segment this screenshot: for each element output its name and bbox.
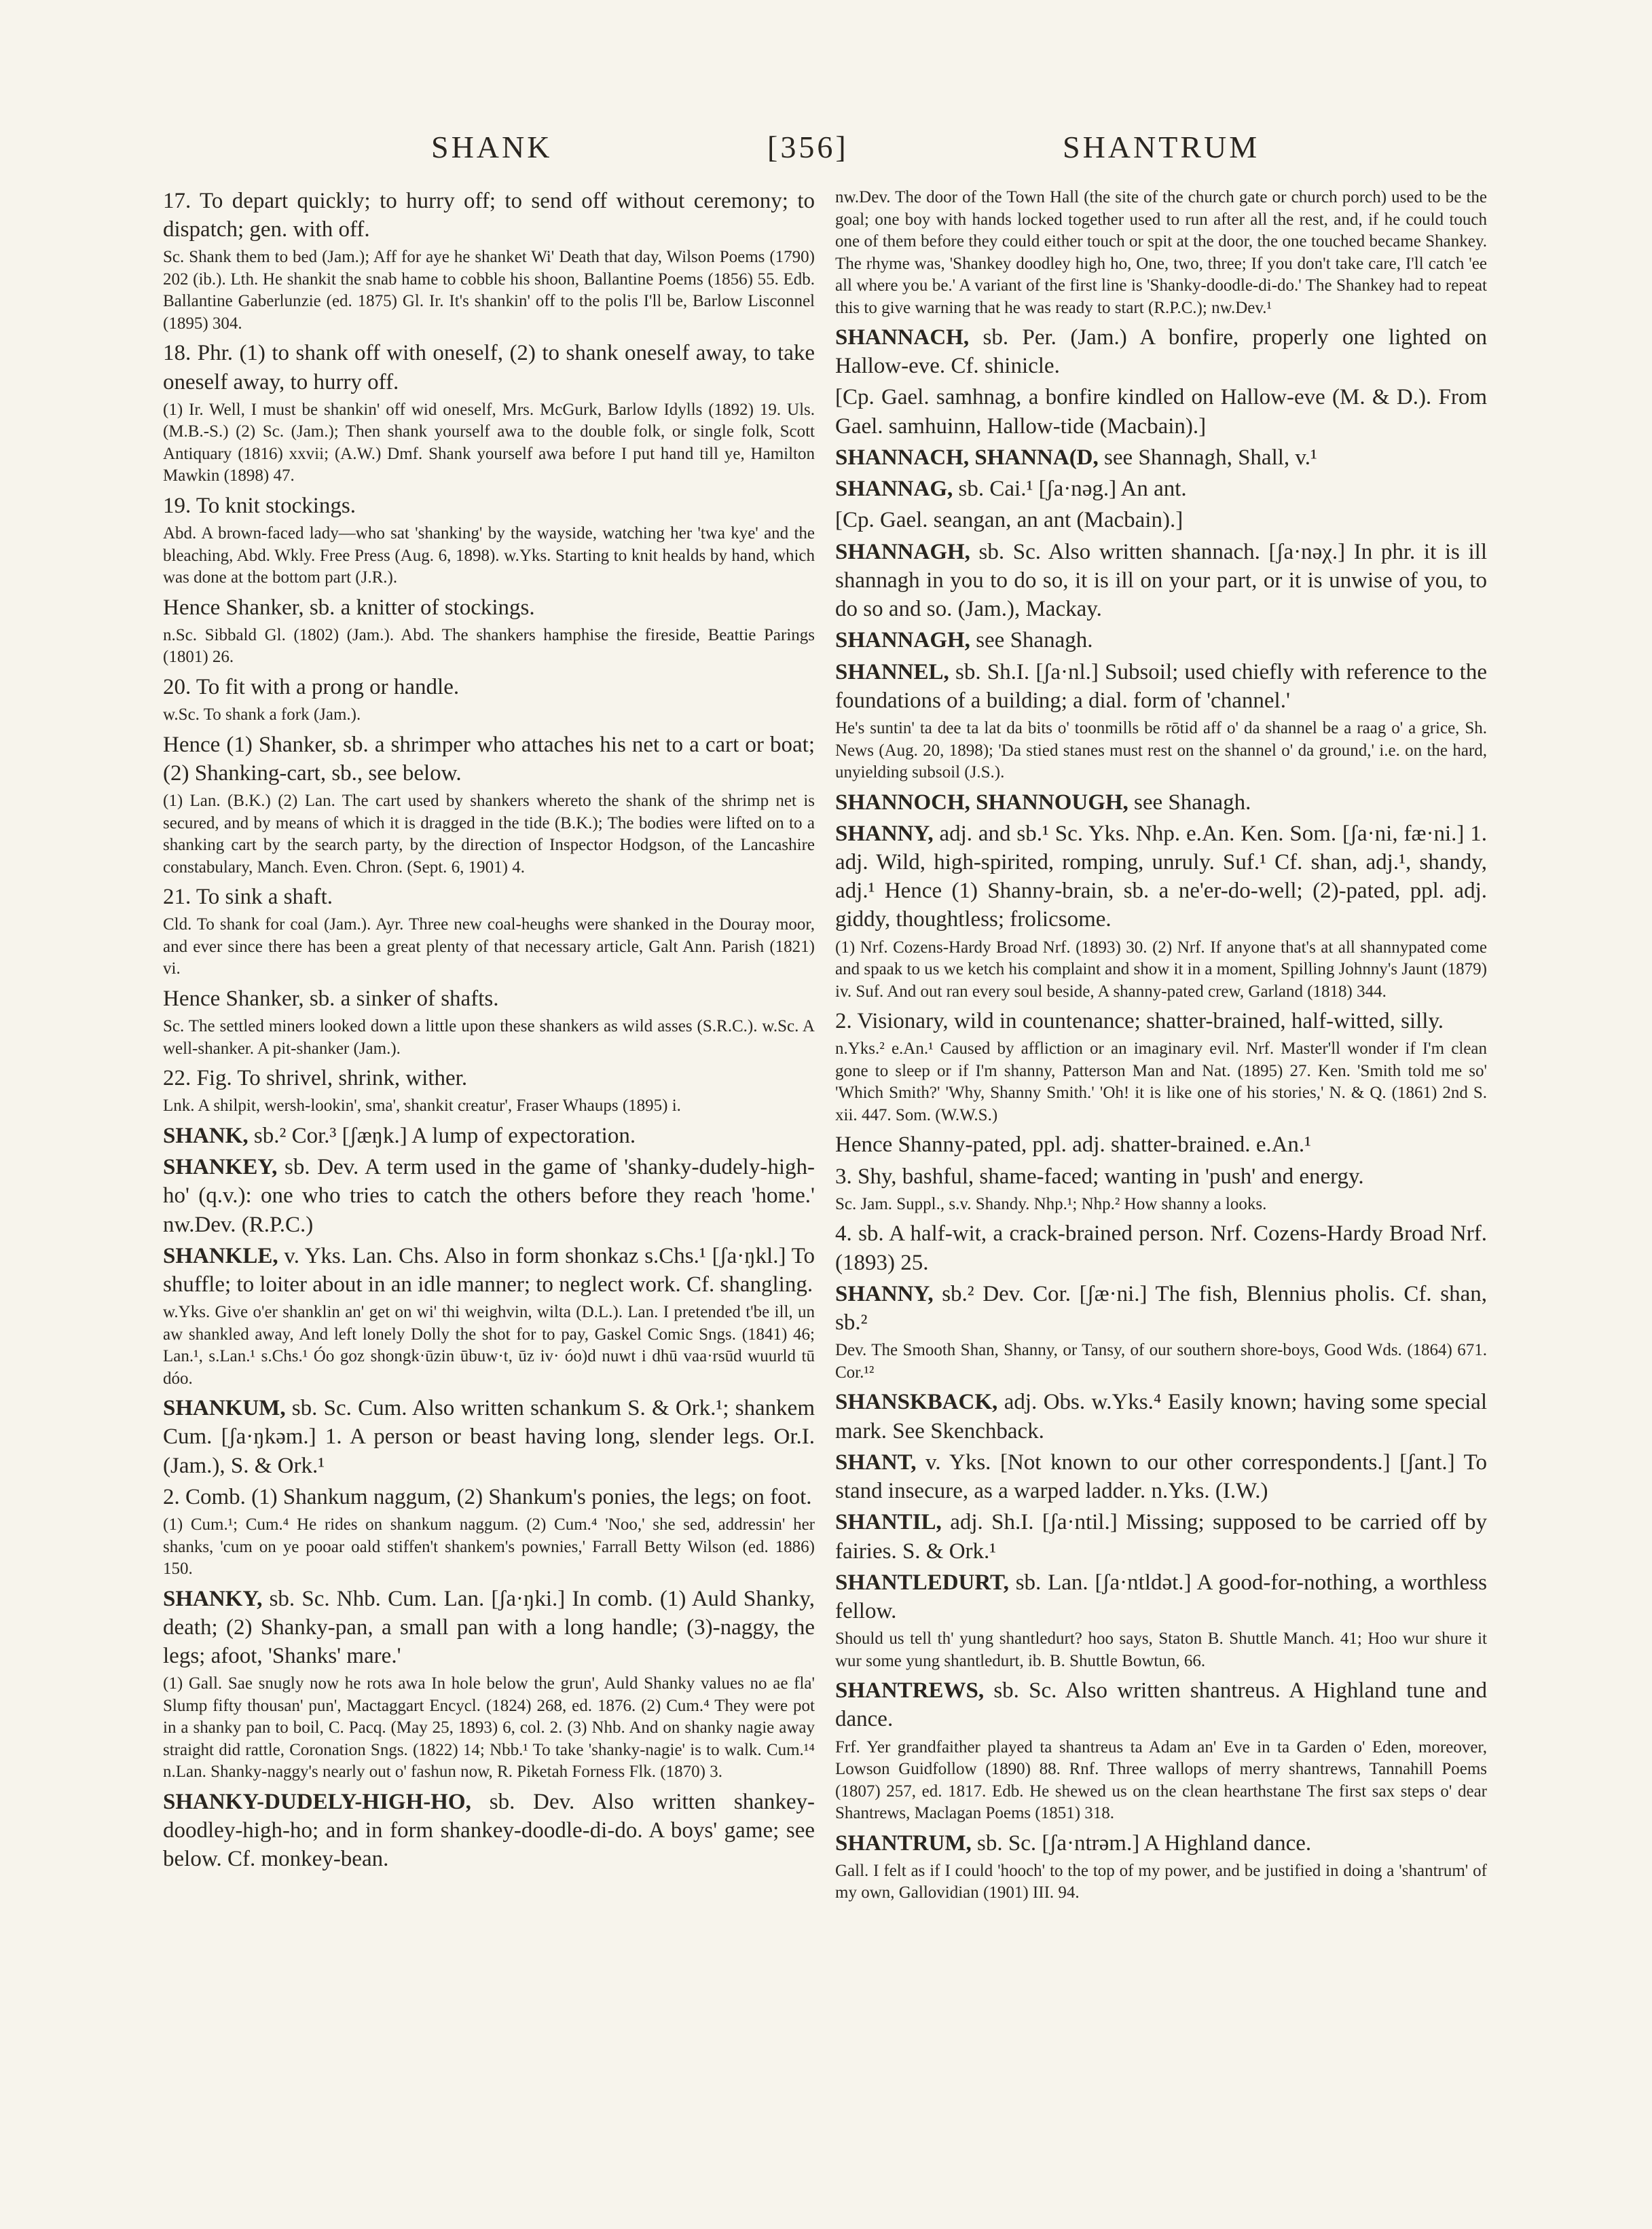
entry-text: sb. Sc. Also written shannach. [ʃa·nəχ.] In phr. it is ill shannagh in you to do so, it is ill on your part, or it is unwise of you, to do so and so. (Jam.), Mackay. [835,539,1487,622]
entry-text: Cld. To shank for coal (Jam.). Ayr. Three new coal-heughs were shanked in the Douray moor, and ever since there has been a great plenty of that necessary article, Galt Ann. Parish (1821) vi. [163,915,815,978]
headword: SHANKEY, [163,1155,278,1180]
entry-text: sb. Dev. A term used in the game of 'shanky-dudely-high-ho' (q.v.): one who tries to catch the others before they reach 'home.' nw.Dev. (R.P.C.) [163,1155,815,1237]
citation-paragraph [163,1514,815,1581]
entry-paragraph [835,1568,1487,1625]
entry-text: Abd. A brown-faced lady—who sat 'shanking' by the wayside, watching her 'twa kye' and the bleaching, Abd. Wkly. Free Press (Aug. 6, 1898). w.Yks. Starting to knit healds by hand, which was done at the bottom part (J.R.). [163,524,815,587]
entry-paragraph [835,1219,1487,1276]
entry-paragraph [835,819,1487,934]
citation-paragraph [835,1038,1487,1126]
header-left-guide-word: SHANK [431,130,553,164]
entry-text: Sc. The settled miners looked down a little upon these shankers as wild asses (S.R.C.). w.Sc. A well-shanker. A pit-shanker (Jam.). [163,1017,815,1058]
citation-paragraph [835,1860,1487,1904]
headword: SHANTLEDURT, [835,1570,1009,1595]
headword: SHANNY, [835,1281,934,1306]
citation-paragraph [835,1194,1487,1216]
entry-paragraph [835,1280,1487,1337]
entry-text: sb. Sh.I. [ʃa·nl.] Subsoil; used chiefly with reference to the foundations of a building; a dial. form of 'channel.' [835,659,1487,713]
citation-paragraph [163,914,815,980]
entry-paragraph [835,1162,1487,1191]
entry-text: (1) Ir. Well, I must be shankin' off wid oneself, Mrs. McGurk, Barlow Idylls (1892) 19. Uls. (M.B.-S.) (2) Sc. (Jam.); Then shank yourself awa to the double folk, or single folk, Scott Antiquary (1816) xxvii; (A.W.) Dmf. Shank yourself awa before I put hand till ye, Hamilton Mawkin (1898) 47. [163,400,815,485]
entry-text: v. Yks. Lan. Chs. Also in form shonkaz s.Chs.¹ [ʃa·ŋkl.] To shuffle; to loiter about in an idle manner; to neglect work. Cf. shangling. [163,1243,815,1297]
entry-paragraph [163,673,815,701]
entry-text: sb. Dev. Also written shankey-doodley-high-ho; and in form shankey-doodle-di-do. A boys' game; see below. Cf. monkey-bean. [163,1789,815,1872]
entry-text: sb. Lan. [ʃa·ntldət.] A good-for-nothing, a worthless fellow. [835,1570,1487,1623]
entry-text: 20. To fit with a prong or handle. [163,674,460,699]
header-right-guide-word: SHANTRUM [1063,130,1260,164]
entry-paragraph [163,187,815,244]
entry-text: Hence (1) Shanker, sb. a shrimper who attaches his net to a cart or boat; (2) Shanking-cart, sb., see below. [163,732,815,786]
entry-text: Hence Shanny-pated, ppl. adj. shatter-brained. e.An.¹ [835,1132,1312,1158]
citation-paragraph [163,523,815,589]
entry-paragraph [163,1788,815,1874]
entry-paragraph [835,1388,1487,1445]
entry-text: Gall. I felt as if I could 'hooch' to the top of my power, and be justified in doing a 'shantrum' of my own, Gallovidian (1901) III. 94. [835,1861,1487,1902]
page-number: [356] [767,130,849,164]
entry-text: sb.² Dev. Cor. [ʃæ·ni.] The fish, Blennius pholis. Cf. shan, sb.² [835,1281,1487,1335]
entry-text: sb.² Cor.³ [ʃæŋk.] A lump of expectoration. [248,1123,636,1148]
entry-paragraph [163,731,815,788]
headword: SHANKY-DUDELY-HIGH-HO, [163,1789,471,1814]
entry-text: see Shanagh. [1128,790,1251,815]
entry-text: sb. Sc. Also written shantreus. A Highland tune and dance. [835,1678,1487,1732]
entry-paragraph [835,1829,1487,1858]
entry-text: 17. To depart quickly; to hurry off; to send off without ceremony; to dispatch; gen. with off. [163,189,815,242]
citation-paragraph [163,704,815,726]
headword: SHANKLE, [163,1243,278,1268]
citation-paragraph [163,1302,815,1390]
headword: SHANNACH, SHANNA(D, [835,445,1099,470]
entry-text: n.Sc. Sibbald Gl. (1802) (Jam.). Abd. The shankers hamphise the fireside, Beattie Parings (1801) 26. [163,625,815,667]
entry-paragraph [163,1122,815,1150]
entry-paragraph [835,626,1487,655]
entry-paragraph [835,1007,1487,1035]
entry-text: Should us tell th' yung shantledurt? hoo says, Staton B. Shuttle Manch. 41; Hoo wur shure it wur some yung shantledurt, ib. B. Shuttle Bowtun, 66. [835,1629,1487,1670]
entry-paragraph [163,1153,815,1239]
entry-paragraph [163,339,815,396]
entry-text: 3. Shy, bashful, shame-faced; wanting in 'push' and energy. [835,1164,1364,1189]
citation-paragraph [835,1340,1487,1384]
headword: SHANNOCH, SHANNOUGH, [835,790,1128,815]
entry-paragraph [835,383,1487,440]
headword: SHANK, [163,1123,249,1148]
entry-paragraph [163,492,815,520]
entry-text: Frf. Yer grandfaither played ta shantreus ta Adam an' Eve in ta Garden o' Eden, moreover, Lowson Guidfollow (1890) 88. Rnf. Three wallops of merry shantrews, Tannahill Poems (1807) 257, ed. 1817. Edb. He shewed us on the clean hearthstane The first sax steps o' dear Shantrews, Maclagan Poems (1851) 318. [835,1737,1487,1823]
entry-paragraph [835,443,1487,472]
entry-text: (1) Lan. (B.K.) (2) Lan. The cart used by shankers whereto the shank of the shrimp net is secured, and by means of which it is dragged in the tide (B.K.); The bodies were lifted on to a shanking cart by the search party, by the direction of Inspector Hodgson, of the Lancashire constabulary, Manch. Even. Chron. (Sept. 6, 1901) 4. [163,792,815,877]
entry-paragraph [163,984,815,1013]
entry-text: v. Yks. [Not known to our other correspondents.] [ʃant.] To stand insecure, as a warped ladder. n.Yks. (I.W.) [835,1450,1487,1504]
entry-paragraph [835,658,1487,715]
headword: SHANTREWS, [835,1678,985,1703]
entry-text: He's suntin' ta dee ta lat da bits o' toonmills be rōtid aff o' da shannel be a raag o' a grice, Sh. News (Aug. 20, 1898); 'Da stied stanes must rest on the shannel o' da ground,' i.e. on the hard, unyielding subsoil (J.S.). [835,719,1487,782]
entry-text: adj. Sh.I. [ʃa·ntil.] Missing; supposed to be carried off by fairies. S. & Ork.¹ [835,1510,1487,1564]
entry-text: (1) Cum.¹; Cum.⁴ He rides on shankum naggum. (2) Cum.⁴ 'Noo,' she sed, addressin' her shanks, 'cum on ye pooar oald stiffen't shankem's pownies,' Farrall Betty Wilson (ed. 1886) 150. [163,1515,815,1579]
citation-paragraph [835,187,1487,319]
entry-text: 18. Phr. (1) to shank off with oneself, (2) to shank oneself away, to take oneself away, to hurry off. [163,341,815,394]
entry-paragraph [835,506,1487,534]
entry-paragraph [163,1064,815,1092]
citation-paragraph [163,399,815,487]
headword: SHANNAGH, [835,539,970,564]
entry-paragraph [163,593,815,622]
entry-text: adj. and sb.¹ Sc. Yks. Nhp. e.An. Ken. Som. [ʃa·ni, fæ·ni.] 1. adj. Wild, high-spirited, romping, unruly. Suf.¹ Cf. shan, adj.¹, shandy, adj.¹ Hence (1) Shanny-brain, sb. a ne'er-do-well; (2)-pated, ppl. adj. giddy, thoughtless; frolicsome. [835,821,1487,932]
entry-text: sb. Per. (Jam.) A bonfire, properly one lighted on Hallow-eve. Cf. shinicle. [835,325,1487,379]
entry-text: w.Sc. To shank a fork (Jam.). [163,705,361,724]
entry-text: Sc. Shank them to bed (Jam.); Aff for aye he shanket Wi' Death that day, Wilson Poems (1790) 202 (ib.). Lth. He shankit the snab hame to cobble his shoon, Ballantine Poems (1856) 55. Edb. Ballantine Gaberlunzie (ed. 1875) Gl. Ir. It's shankin' off to the polis I'll be, Barlow Lisconnel (1895) 304. [163,248,815,333]
entry-paragraph [835,1448,1487,1505]
headword: SHANNACH, [835,325,970,350]
entry-text: Sc. Jam. Suppl., s.v. Shandy. Nhp.¹; Nhp.² How shanny a looks. [835,1194,1267,1213]
entry-paragraph [163,883,815,911]
headword: SHANKY, [163,1586,263,1611]
entry-text: nw.Dev. The door of the Town Hall (the site of the church gate or church porch) used to be the goal; one boy with hands locked together used to run after all the rest, and, if he could touch one of them before they could either touch or spit at the door, the one touched became Shankey. The rhyme was, 'Shankey doodley high ho, One, two, three; If you don't take care, I'll catch 'ee all where you be.' A variant of the first line is 'Shanky-doodle-di-do.' The Shankey had to repeat this to give warning that he was ready to start (R.P.C.); nw.Dev.¹ [835,188,1487,317]
headword: SHANTRUM, [835,1830,972,1856]
entry-text: see Shanagh. [970,628,1093,653]
entry-text: (1) Gall. Sae snugly now he rots awa In hole below the grun', Auld Shanky values no ae fla' Slump fifty thousan' pun', Mactaggart Encycl. (1824) 268, ed. 1876. (2) Cum.⁴ They were pot in a shanky pan to boil, C. Pacq. (May 25, 1893) 6, col. 2. (3) Nhb. And on shanky nagie away straight did rattle, Coronation Sngs. (1822) 14; Nbb.¹ To take 'shanky-nagie' is to walk. Cum.¹⁴ n.Lan. Shanky-naggy's nearly out o' fashun now, R. Piketah Forness Flk. (1870) 3. [163,1674,815,1782]
right-column [835,187,1487,2142]
entry-text: adj. Obs. w.Yks.⁴ Easily known; having some special mark. See Skenchback. [835,1390,1487,1443]
citation-paragraph [835,1737,1487,1825]
entry-text: sb. Sc. Nhb. Cum. Lan. [ʃa·ŋki.] In comb. (1) Auld Shanky, death; (2) Shanky-pan, a small pan with a long handle; (3)-naggy, the legs; afoot, 'Shanks' mare.' [163,1586,815,1669]
headword: SHANKUM, [163,1396,286,1421]
entry-text: [Cp. Gael. samhnag, a bonfire kindled on Hallow-eve (M. & D.). From Gael. samhuinn, Hallow-tide (Macbain).] [835,385,1487,439]
entry-text: (1) Nrf. Cozens-Hardy Broad Nrf. (1893) 30. (2) Nrf. If anyone that's at all shannypated come and spaak to us we ketch his complaint and show it in a moment, Spilling Johnny's Jaunt (1879) iv. Suf. And out ran every soul beside, A shanny-pated crew, Garland (1818) 344. [835,938,1487,1001]
entry-paragraph [835,323,1487,380]
entry-text: sb. Sc. Cum. Also written schankum S. & Ork.¹; shankem Cum. [ʃa·ŋkəm.] 1. A person or beast having long, slender legs. Or.I. (Jam.), S. & Ork.¹ [163,1396,815,1478]
entry-text: 19. To knit stockings. [163,493,356,518]
citation-paragraph [163,246,815,335]
citation-paragraph [163,1016,815,1060]
left-column [163,187,815,2142]
headword: SHANTIL, [835,1510,942,1535]
entry-paragraph [835,1130,1487,1159]
entry-text: Hence Shanker, sb. a knitter of stockings. [163,595,535,620]
headword: SHANT, [835,1450,917,1475]
citation-paragraph [163,790,815,879]
entry-text: see Shannagh, Shall, v.¹ [1098,445,1317,470]
citation-paragraph [835,718,1487,784]
page-header [163,129,1487,177]
entry-text: sb. Cai.¹ [ʃa·nəg.] An ant. [953,477,1187,502]
headword: SHANNEL, [835,659,949,684]
entry-text: sb. Sc. [ʃa·ntrəm.] A Highland dance. [971,1830,1312,1856]
citation-paragraph [163,1673,815,1784]
entry-text: w.Yks. Give o'er shanklin an' get on wi' thi weighvin, wilta (D.L.). Lan. I pretended t'be ill, un aw shankled away, And left lonely Dolly the shot for to pay, Gaskel Comic Sngs. (1841) 46; Lan.¹, s.Lan.¹ s.Chs.¹ Óo goz shongk·ūzin ūbuw·t, ūz iv· óo)d nuwt i dhū vaa·rsūd wuurld tū dóo. [163,1303,815,1388]
entry-paragraph [835,475,1487,503]
entry-text: 2. Comb. (1) Shankum naggum, (2) Shankum's ponies, the legs; on foot. [163,1484,812,1509]
entry-paragraph [163,1394,815,1480]
entry-paragraph [163,1242,815,1299]
entry-paragraph [163,1483,815,1511]
entry-text: 21. To sink a shaft. [163,885,333,910]
headword: SHANNAGH, [835,628,970,653]
entry-text: n.Yks.² e.An.¹ Caused by affliction or an imaginary evil. Nrf. Master'll wonder if I'm clean gone to sleep or if I'm shanny, Patterson Man and Nat. (1895) 27. Ken. 'Smith told me so' 'Which Smith?' 'Why, Shanny Smith.' 'Oh! it is like one of his stories,' N. & Q. (1861) 2nd S. xii. 447. Som. (W.W.S.) [835,1039,1487,1124]
headword: SHANSKBACK, [835,1390,998,1415]
citation-paragraph [835,937,1487,1003]
entry-text: 4. sb. A half-wit, a crack-brained person. Nrf. Cozens-Hardy Broad Nrf. (1893) 25. [835,1221,1487,1275]
entry-text: Lnk. A shilpit, wersh-lookin', sma', shankit creatur', Fraser Whaups (1895) i. [163,1097,681,1116]
entry-paragraph [835,788,1487,817]
headword: SHANNAG, [835,477,953,502]
entry-text: [Cp. Gael. seangan, an ant (Macbain).] [835,508,1183,533]
entry-paragraph [835,1508,1487,1565]
entry-paragraph [835,1676,1487,1733]
citation-paragraph [163,625,815,669]
headword: SHANNY, [835,821,934,846]
entry-text: 2. Visionary, wild in countenance; shatter-brained, half-witted, silly. [835,1009,1444,1034]
citation-paragraph [835,1628,1487,1672]
entry-text: Dev. The Smooth Shan, Shanny, or Tansy, of our southern shore-boys, Good Wds. (1864) 671. Cor.¹² [835,1341,1487,1382]
entry-paragraph [163,1585,815,1671]
entry-paragraph [835,538,1487,624]
citation-paragraph [163,1095,815,1118]
entry-text: Hence Shanker, sb. a sinker of shafts. [163,986,499,1011]
entry-text: 22. Fig. To shrivel, shrink, wither. [163,1066,468,1091]
